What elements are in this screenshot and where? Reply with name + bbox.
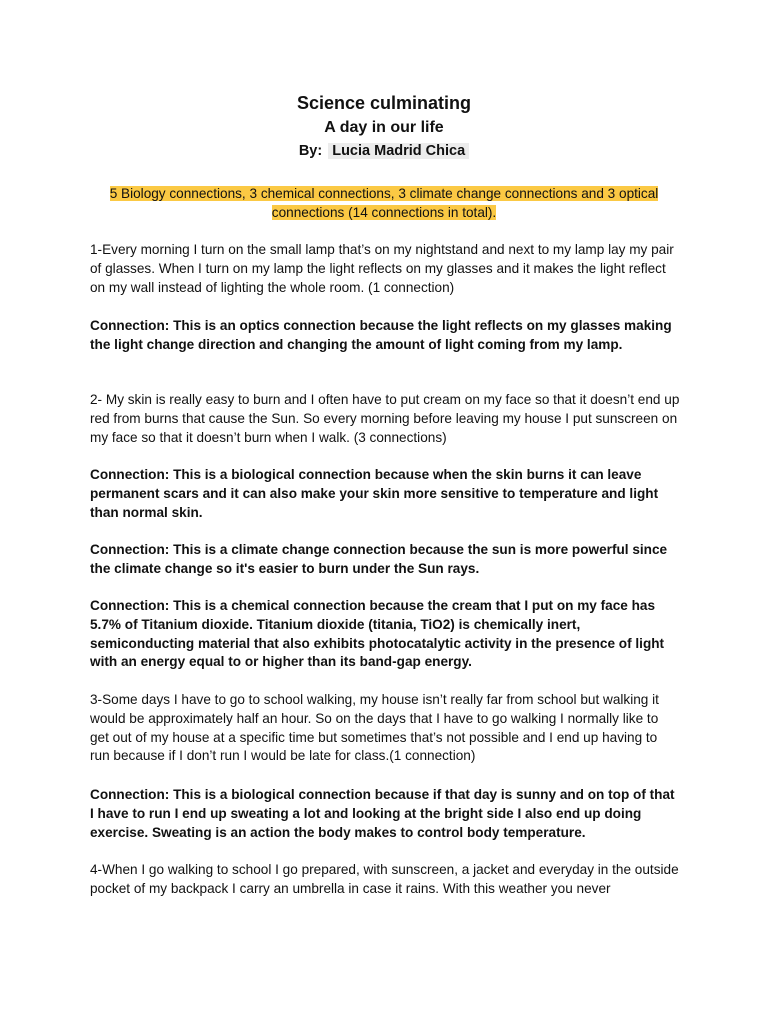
paragraph-1: 1-Every morning I turn on the small lamp that’s on my nightstand and next to my lamp lay my pair of glasses. When I turn on my lamp the light reflects on my glasses and it makes the light reflect on my wall instead of lighting the whole room. (1 connection): [90, 242, 674, 295]
author-name: Lucia Madrid Chica: [328, 143, 469, 159]
connection-4: Connection: This is a chemical connection because the cream that I put on my face has 5.7% of Titanium dioxide. Titanium dioxide (titania, TiO2) is chemically inert, semiconducting material that also exhibits photocatalytic activity in the presence of light with an energy equal to or higher than its band-gap energy.: [90, 598, 665, 670]
connections-summary: [90, 184, 678, 222]
connection-3: Connection: This is a climate change connection because the sun is more powerful since the climate change so it's easier to burn under the Sun rays.: [90, 542, 668, 576]
paragraph-4: 4-When I go walking to school I go prepared, with sunscreen, a jacket and everyday in the outside pocket of my backpack I carry an umbrella in case it rains. With this weather you never: [90, 862, 679, 896]
summary-highlight: 5 Biology connections, 3 chemical connections, 3 climate change connections and 3 optical connections (14 connections in total).: [109, 186, 659, 220]
document-title: Science culminating: [296, 93, 472, 113]
author-label: By:: [298, 143, 323, 159]
document-subtitle: A day in our life: [324, 119, 444, 136]
connection-1: Connection: This is an optics connection because the light reflects on my glasses making the light change direction and changing the amount of light coming from my lamp.: [90, 318, 672, 352]
connection-5: Connection: This is a biological connection because if that day is sunny and on top of that I have to run I end up sweating a lot and looking at the bright side I also end up doing exercise. Sweating is an action the body makes to control body temperature.: [90, 787, 675, 840]
author-line: [0, 141, 768, 161]
paragraph-2: 2- My skin is really easy to burn and I often have to put cream on my face so that it doesn’t end up red from burns that cause the Sun. So every morning before leaving my house I put sunscreen on my face so that it doesn’t burn when I walk. (3 connections): [90, 392, 680, 445]
paragraph-3: 3-Some days I have to go to school walking, my house isn’t really far from school but walking it would be approximately half an hour. So on the days that I have to go walking I normally like to get out of my house at a specific time but sometimes that’s not possible and I end up having to run because if I don’t run I would be late for class.(1 connection): [90, 692, 659, 764]
connection-2: Connection: This is a biological connection because when the skin burns it can leave permanent scars and it can also make your skin more sensitive to temperature and light than normal skin.: [90, 467, 659, 520]
